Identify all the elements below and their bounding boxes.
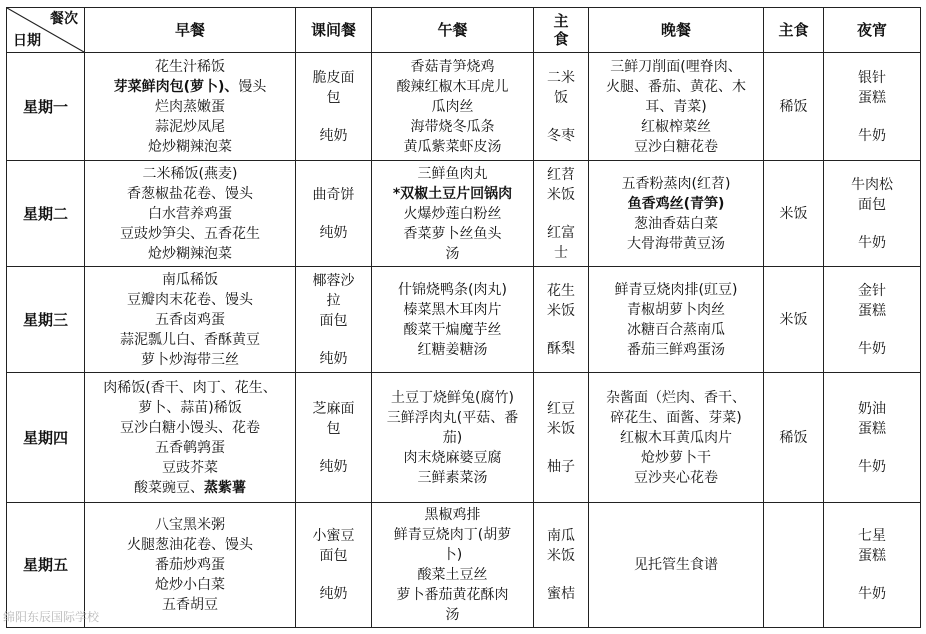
dinner-item: 碎花生、面酱、芽菜) — [610, 409, 742, 426]
snack-drink: 纯奶 — [319, 586, 348, 602]
breakfast-item — [87, 515, 293, 535]
breakfast-item-text: 南瓜稀饭 — [162, 271, 218, 288]
dinner-cell — [589, 53, 764, 161]
night-drink: 牛奶 — [858, 340, 886, 357]
fruit: 冬枣 — [547, 127, 575, 144]
lunch-cell — [372, 503, 534, 628]
dinner-item: 豆沙夹心花卷 — [634, 469, 718, 486]
spacer — [536, 439, 586, 457]
night-drink: 牛奶 — [858, 458, 886, 475]
spacer — [298, 108, 369, 126]
breakfast-item-text: 蒜泥瓢儿白、香酥黄豆 — [120, 331, 260, 348]
lunch-item: 瓜肉丝 — [431, 98, 474, 115]
breakfast-item-text: 香葱椒盐花卷、馒头 — [127, 185, 253, 202]
dinner-item: 三鲜刀削面(哩脊肉、 — [610, 58, 742, 75]
breakfast-item-text: 花生汁稀饭 — [155, 58, 225, 75]
snack-cell — [296, 161, 372, 267]
spacer — [826, 439, 918, 457]
lunch-header: 午餐 — [372, 8, 534, 53]
lunch-staple-header: 主 食 — [534, 8, 589, 53]
spacer — [536, 108, 586, 126]
breakfast-item-text: 豆沙白糖小馒头、花卷 — [120, 419, 260, 436]
night-snack-cell — [824, 267, 921, 373]
breakfast-cell — [85, 373, 296, 503]
header-row — [7, 8, 921, 53]
snack-drink: 纯奶 — [319, 224, 348, 241]
lunch-item: 鲜青豆烧肉丁(胡萝 — [393, 527, 512, 543]
breakfast-item-text: 萝卜炒海带三丝 — [141, 351, 239, 368]
lunch-cell — [372, 161, 534, 267]
breakfast-item-text: 番茄炒鸡蛋 — [155, 557, 225, 573]
breakfast-item — [87, 164, 293, 184]
breakfast-item — [87, 535, 293, 555]
night-snack-cell — [824, 161, 921, 267]
fruit: 红富 士 — [547, 224, 575, 261]
breakfast-cell — [85, 503, 296, 628]
breakfast-item — [87, 478, 293, 498]
lunch-staple-food: 南瓜 米饭 — [547, 528, 575, 564]
night-food: 七星 蛋糕 — [858, 528, 886, 564]
spacer — [536, 321, 586, 339]
breakfast-item-text: 肉稀饭(香干、肉丁、花生、 — [103, 379, 277, 396]
night-snack-cell — [824, 53, 921, 161]
lunch-item: 酸菜干煸魔芋丝 — [403, 321, 502, 338]
night-food: 奶油 蛋糕 — [858, 400, 886, 437]
lunch-cell — [372, 53, 534, 161]
dinner-item: 火腿、番茄、黄花、木 — [606, 78, 746, 95]
breakfast-cell — [85, 53, 296, 161]
dinner-item: 耳、青菜) — [645, 98, 707, 115]
dinner-item: 红椒木耳黄瓜肉片 — [620, 429, 732, 446]
dinner-staple-cell: 稀饭 — [764, 53, 824, 161]
lunch-item: 茄) — [442, 429, 463, 446]
breakfast-cell — [85, 161, 296, 267]
dinner-staple-cell: 米饭 — [764, 161, 824, 267]
lunch-item: 土豆丁烧鲜兔(腐竹) — [391, 389, 514, 406]
breakfast-item — [87, 117, 293, 137]
spacer — [298, 205, 369, 223]
lunch-staple-cell — [534, 503, 589, 628]
breakfast-item — [87, 137, 293, 157]
lunch-staple-cell — [534, 267, 589, 373]
spacer — [298, 439, 369, 457]
lunch-item: 汤 — [445, 245, 460, 262]
dinner-item: 葱油香菇白菜 — [634, 215, 718, 232]
dinner-cell — [589, 267, 764, 373]
breakfast-item — [87, 330, 293, 350]
breakfast-item — [87, 398, 293, 418]
breakfast-item-text: 豆瓣肉末花卷、馒头 — [127, 291, 253, 308]
lunch-staple-food: 花生 米饭 — [547, 282, 575, 319]
lunch-item: 火爆炒莲白粉丝 — [403, 205, 502, 222]
breakfast-item — [87, 224, 293, 244]
day-cell: 星期四 — [7, 373, 85, 503]
dinner-header: 晚餐 — [589, 8, 764, 53]
spacer — [536, 566, 586, 584]
lunch-staple-cell — [534, 161, 589, 267]
snack-drink: 纯奶 — [319, 350, 348, 367]
snack-food: 椰蓉沙 拉 面包 — [312, 272, 355, 329]
breakfast-item-text: 烂肉蒸嫩蛋 — [155, 98, 225, 115]
day-cell: 星期五 — [7, 503, 85, 628]
breakfast-item-text: 炝炒糊辣泡菜 — [148, 138, 232, 155]
breakfast-cell — [85, 267, 296, 373]
corner-header-cell — [7, 8, 85, 53]
menu-row — [7, 373, 921, 503]
breakfast-item — [87, 204, 293, 224]
breakfast-item-text: 萝卜、蒜苗)稀饭 — [138, 399, 242, 416]
snack-food: 小蜜豆 面包 — [312, 528, 355, 564]
snack-cell — [296, 267, 372, 373]
dinner-cell — [589, 161, 764, 267]
dinner-item: 五香粉蒸肉(红苕) — [621, 175, 731, 192]
night-food: 金针 蛋糕 — [858, 282, 886, 319]
breakfast-item — [87, 595, 293, 615]
menu-row — [7, 53, 921, 161]
breakfast-item — [87, 350, 293, 370]
breakfast-item — [87, 57, 293, 77]
dinner-item: 冰糖百合蒸南瓜 — [627, 321, 725, 338]
spacer — [826, 566, 918, 584]
breakfast-item — [87, 418, 293, 438]
breakfast-item-text: 五香鹌鹑蛋 — [155, 439, 225, 456]
spacer — [826, 108, 918, 126]
lunch-item: 海带烧冬瓜条 — [410, 118, 495, 135]
lunch-item: 什锦烧鸭条(肉丸) — [398, 281, 507, 298]
breakfast-item — [87, 458, 293, 478]
snack-food: 芝麻面 包 — [312, 400, 355, 437]
breakfast-item — [87, 310, 293, 330]
night-drink: 牛奶 — [858, 127, 886, 144]
dinner-item: 炝炒萝卜干 — [641, 449, 711, 466]
breakfast-item — [87, 184, 293, 204]
lunch-cell — [372, 373, 534, 503]
lunch-item: 酸菜土豆丝 — [417, 567, 488, 583]
menu-row — [7, 161, 921, 267]
breakfast-item-extra: 蒸紫薯 — [204, 479, 246, 496]
snack-food: 曲奇饼 — [312, 186, 355, 203]
breakfast-item — [87, 244, 293, 264]
snack-cell — [296, 53, 372, 161]
dinner-item: 鱼香鸡丝(青笋) — [627, 195, 725, 212]
snack-header: 课间餐 — [296, 8, 372, 53]
lunch-item: 卜) — [442, 547, 463, 563]
breakfast-item — [87, 575, 293, 595]
date-label: 日期 — [13, 33, 41, 49]
snack-food: 脆皮面 包 — [312, 69, 355, 106]
school-watermark: 绵阳东辰国际学校 — [3, 610, 100, 624]
dinner-staple-cell: 稀饭 — [764, 373, 824, 503]
breakfast-item-text: 火腿葱油花卷、馒头 — [127, 537, 253, 553]
breakfast-item-text: 五香卤鸡蛋 — [155, 311, 225, 328]
dinner-staple-header: 主食 — [764, 8, 824, 53]
day-cell: 星期一 — [7, 53, 85, 161]
dinner-item: 番茄三鲜鸡蛋汤 — [627, 341, 725, 358]
dinner-item: 豆沙白糖花卷 — [634, 138, 718, 155]
dinner-cell — [589, 373, 764, 503]
weekly-menu-table — [6, 7, 921, 628]
lunch-item: 酸辣红椒木耳虎儿 — [396, 78, 509, 95]
menu-row — [7, 503, 921, 628]
breakfast-header: 早餐 — [85, 8, 296, 53]
breakfast-item-text: 酸菜豌豆、 — [134, 479, 204, 496]
lunch-item: 三鲜浮肉丸(平菇、番 — [386, 409, 519, 426]
meal-label: 餐次 — [50, 11, 78, 27]
lunch-staple-food: 二米 饭 — [547, 69, 575, 106]
dinner-staple-cell — [764, 503, 824, 628]
lunch-item: 黄瓜紫菜虾皮汤 — [403, 138, 502, 155]
dinner-item: 鲜青豆烧肉排(豇豆) — [614, 281, 738, 298]
fruit: 柚子 — [547, 458, 575, 475]
lunch-cell — [372, 267, 534, 373]
menu-row — [7, 267, 921, 373]
night-snack-cell — [824, 503, 921, 628]
breakfast-item — [87, 438, 293, 458]
breakfast-item-text: 豆豉炒笋尖、五香花生 — [120, 225, 260, 242]
breakfast-item — [87, 378, 293, 398]
lunch-item: 黑椒鸡排 — [424, 507, 481, 523]
spacer — [826, 321, 918, 339]
spacer — [826, 215, 918, 233]
dinner-cell — [589, 503, 764, 628]
lunch-staple-food: 红豆 米饭 — [547, 400, 575, 437]
breakfast-item — [87, 270, 293, 290]
dinner-item: 见托管生食谱 — [634, 557, 718, 573]
night-drink: 牛奶 — [858, 586, 886, 602]
night-snack-header: 夜宵 — [824, 8, 921, 53]
breakfast-item — [87, 77, 293, 97]
dinner-item: 大骨海带黄豆汤 — [627, 235, 725, 252]
breakfast-item-text: 二米稀饭(燕麦) — [142, 165, 238, 182]
breakfast-item-text: 八宝黑米粥 — [155, 517, 225, 533]
spacer — [298, 566, 369, 584]
lunch-item: 香菜萝卜丝鱼头 — [403, 225, 502, 242]
lunch-item: 萝卜番茄黄花酥肉 — [396, 587, 509, 603]
night-drink: 牛奶 — [858, 234, 886, 251]
breakfast-item — [87, 97, 293, 117]
day-cell: 星期三 — [7, 267, 85, 373]
breakfast-item-text: 白水营养鸡蛋 — [148, 205, 232, 222]
lunch-staple-food: 红苕 米饭 — [547, 166, 575, 203]
breakfast-item-text: 豆豉芥菜 — [162, 459, 218, 476]
spacer — [536, 205, 586, 223]
spacer — [298, 331, 369, 349]
breakfast-item-text: 芽菜鲜肉包(萝卜)、 — [113, 78, 239, 95]
lunch-staple-cell — [534, 373, 589, 503]
lunch-item: 汤 — [445, 607, 460, 623]
lunch-item: 肉末烧麻婆豆腐 — [403, 449, 502, 466]
night-snack-cell — [824, 373, 921, 503]
fruit: 酥梨 — [547, 340, 575, 357]
breakfast-item — [87, 555, 293, 575]
lunch-item: 红糖姜糖汤 — [417, 341, 488, 358]
dinner-item: 杂酱面（烂肉、香干、 — [606, 389, 746, 406]
lunch-item: 三鲜素菜汤 — [417, 469, 488, 486]
dinner-item: 红椒榨菜丝 — [641, 118, 711, 135]
lunch-item: 榛菜黑木耳肉片 — [403, 301, 502, 318]
snack-cell — [296, 503, 372, 628]
lunch-item: 三鲜鱼肉丸 — [417, 165, 488, 182]
dinner-item: 青椒胡萝卜肉丝 — [627, 301, 725, 318]
breakfast-item — [87, 290, 293, 310]
snack-drink: 纯奶 — [319, 127, 348, 144]
night-food: 银针 蛋糕 — [858, 69, 886, 106]
breakfast-item-text: 蒜泥炒凤尾 — [155, 118, 225, 135]
day-cell: 星期二 — [7, 161, 85, 267]
dinner-staple-cell: 米饭 — [764, 267, 824, 373]
breakfast-item-text: 炝炒糊辣泡菜 — [148, 245, 232, 262]
breakfast-item-text: 炝炒小白菜 — [155, 577, 225, 593]
lunch-staple-cell — [534, 53, 589, 161]
snack-drink: 纯奶 — [319, 458, 348, 475]
night-food: 牛肉松 面包 — [851, 176, 893, 213]
breakfast-item-text: 五香胡豆 — [162, 597, 218, 613]
snack-cell — [296, 373, 372, 503]
fruit: 蜜桔 — [547, 586, 575, 602]
breakfast-item-extra: 馒头 — [238, 78, 267, 95]
lunch-item: 香菇青笋烧鸡 — [410, 58, 495, 75]
lunch-item: *双椒土豆片回锅肉 — [392, 185, 513, 202]
